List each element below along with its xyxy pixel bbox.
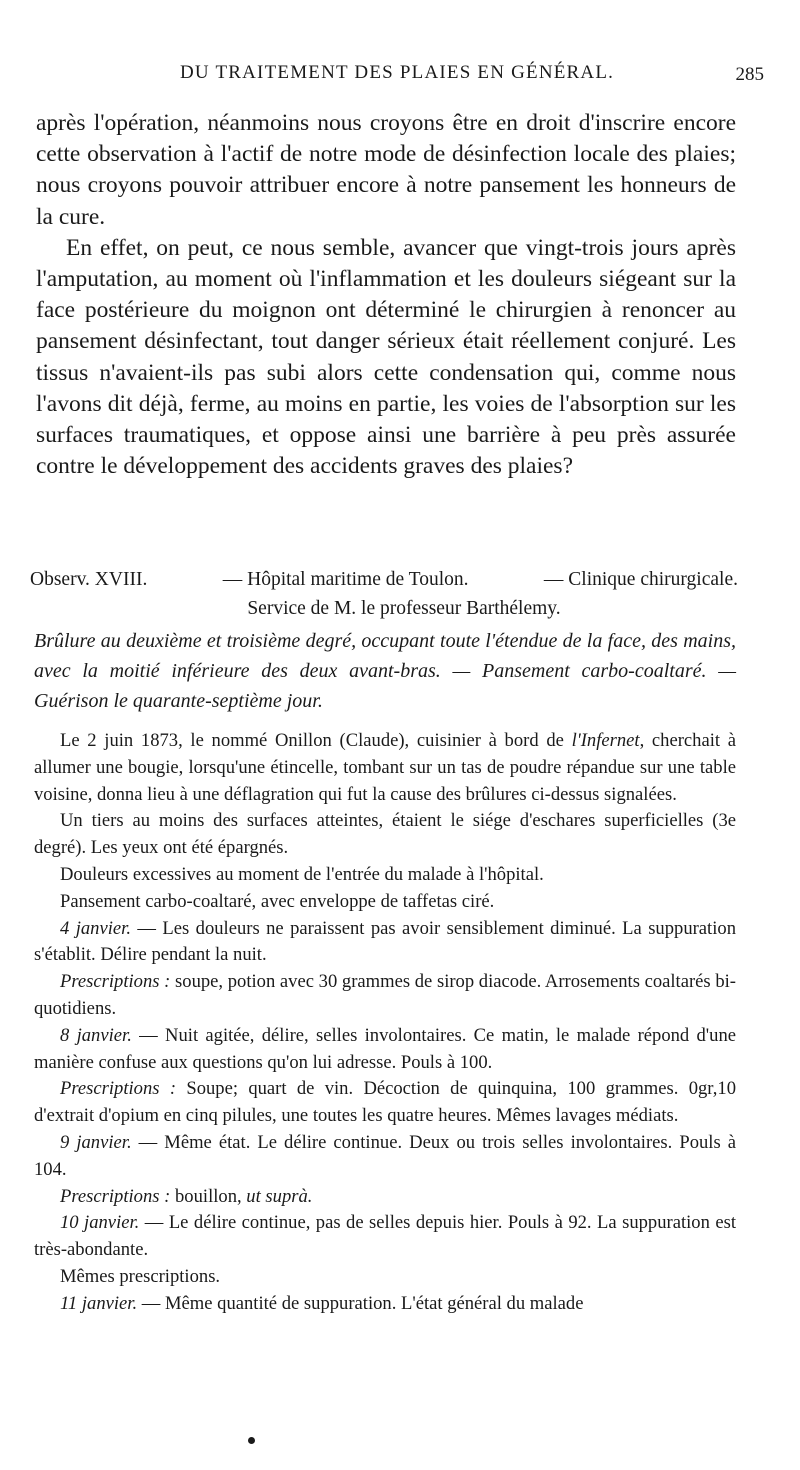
case-paragraph: Douleurs excessives au moment de l'entrée du malade à l'hôpital.: [60, 863, 544, 885]
observation-label: Observ. XVIII.: [30, 569, 148, 590]
printer-mark-dot: [248, 1437, 255, 1444]
case-text-fragment: , cherchait à allumer une bougie, lorsqu'une étincelle, tombant sur un tas de poudre répandue sur une table voisine, donna lieu à une déflagration qui fut la cause des brûlures ci-dessus signalées.: [34, 730, 736, 805]
case-text-fragment: soupe, potion avec 30 grammes de sirop diacode. Arrosements coaltarés bi-quotidiens.: [34, 971, 736, 1019]
case-paragraph: [34, 916, 736, 970]
case-text-fragment: — Le délire continue, pas de selles depuis hier. Pouls à 92. La suppuration est très-abondante.: [34, 1212, 736, 1261]
case-paragraph: [34, 1184, 736, 1211]
case-text-fragment: — Nuit agitée, délire, selles involontaires. Ce matin, le malade répond d'une manière confuse aux questions qu'on lui adresse. Pouls à 100.: [34, 1024, 737, 1073]
case-paragraph: [34, 1210, 736, 1264]
running-head: DU TRAITEMENT DES PLAIES EN GÉNÉRAL.: [180, 62, 615, 83]
case-paragraph: [34, 1291, 736, 1318]
observation-summary: Brûlure au deuxième et troisième degré, occupant toute l'étendue de la face, des mains, avec la moitié inférieure des deux avant-bras. — Pansement carbo-coaltaré. — Guérison le quarante-septième jour.: [34, 630, 736, 712]
prescriptions-label: Prescriptions :: [60, 1078, 177, 1100]
case-text-fragment: — Les douleurs ne paraissent pas avoir sensiblement diminué. La suppuration s'établit. Délire pendant la nuit.: [34, 917, 736, 966]
case-text-fragment: Le 2 juin 1873, le nommé Onillon (Claude), cuisinier à bord de: [60, 730, 572, 751]
observation-clinic: — Clinique chirurgicale.: [543, 569, 738, 590]
page-number: 285: [735, 64, 764, 85]
case-text-fragment: — Même quantité de suppuration. L'état général du malade: [137, 1292, 584, 1314]
entry-date: 11 janvier.: [60, 1292, 138, 1314]
ship-name: l'Infernet: [571, 730, 640, 751]
prescriptions-label: Prescriptions :: [60, 971, 171, 993]
case-paragraph: [34, 969, 736, 1023]
prescriptions-label: Prescriptions :: [60, 1185, 171, 1207]
case-text-fragment: bouillon,: [170, 1185, 247, 1207]
case-paragraph: Pansement carbo-coaltaré, avec enveloppe de taffetas ciré.: [60, 890, 495, 912]
case-paragraph: [34, 728, 736, 808]
observation-heading: [30, 565, 738, 623]
paragraph-1: après l'opération, néanmoins nous croyons être en droit d'inscrire encore cette observation à l'actif de notre mode de désinfection locale des plaies; nous croyons pouvoir attribuer encore à notre pansement les honneurs de la cure.: [36, 110, 736, 230]
case-paragraph: Un tiers au moins des surfaces atteintes, étaient le siége d'eschares superficielles (3e degré). Les yeux ont été épargnés.: [34, 810, 736, 859]
case-text-fragment: Soupe; quart de vin. Décoction de quinquina, 100 grammes. 0gr,10 d'extrait d'opium en cinq pilules, une toutes les quatre heures. Mêmes lavages médiats.: [34, 1078, 736, 1127]
case-paragraph: Mêmes prescriptions.: [60, 1265, 221, 1287]
case-report: [34, 728, 736, 1318]
page-header: [40, 62, 770, 92]
case-paragraph: [34, 1023, 736, 1077]
entry-date: 9 janvier.: [60, 1131, 132, 1153]
case-text-fragment: — Même état. Le délire continue. Deux ou trois selles involontaires. Pouls à 104.: [34, 1131, 736, 1180]
latin-phrase: ut suprà.: [246, 1185, 313, 1207]
case-paragraph: [34, 1076, 736, 1130]
entry-date: 10 janvier.: [60, 1212, 140, 1234]
entry-date: 8 janvier.: [60, 1024, 132, 1046]
case-paragraph: [34, 1130, 736, 1184]
observation-service: Service de M. le professeur Barthélemy.: [247, 598, 561, 619]
paragraph-2: En effet, on peut, ce nous semble, avancer que vingt-trois jours après l'amputation, au moment où l'inflammation et les douleurs siégeant sur la face postérieure du moignon ont déterminé le chirurgien à renoncer au pansement désinfectant, tout danger sérieux était réellement conjuré. Les tissus n'avaient-ils pas subi alors cette condensation qui, comme nous l'avons dit déjà, ferme, au moins en partie, les voies de l'absorption sur les surfaces traumatiques, et oppose ainsi une barrière à peu près assurée contre le développement des accidents graves des plaies?: [36, 234, 736, 480]
entry-date: 4 janvier.: [60, 917, 131, 939]
body-text: [36, 108, 736, 482]
observation-title-line: [30, 565, 738, 594]
observation-hospital: — Hôpital maritime de Toulon.: [222, 569, 469, 590]
